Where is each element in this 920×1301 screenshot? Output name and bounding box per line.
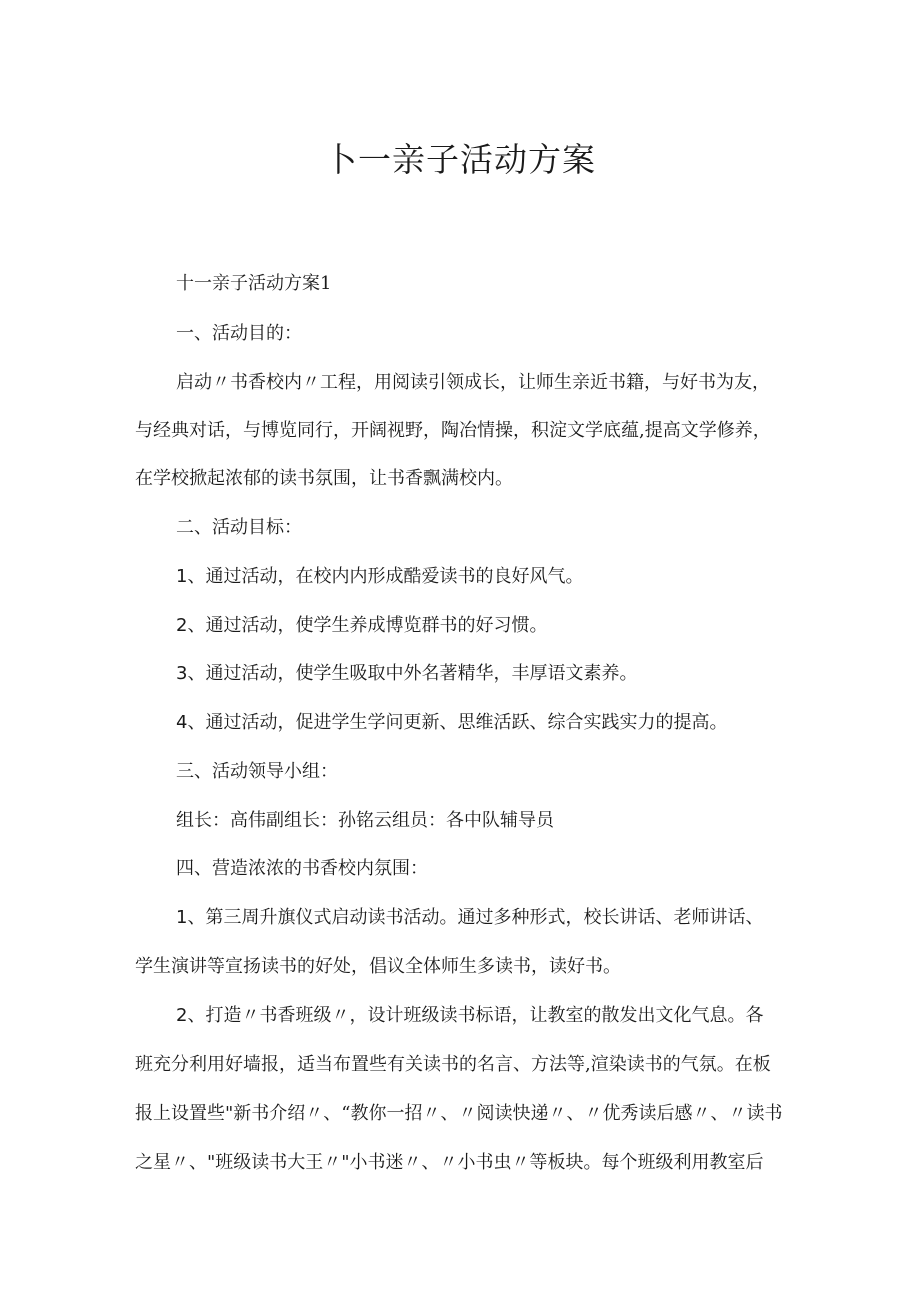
section4-heading: 四、营造浓浓的书香校内氛围： xyxy=(176,858,428,879)
goal-text: 、通过活动，促进学生学问更新、思维活跃、综合实践实力的提高。 xyxy=(187,712,728,733)
item2-line-3: 报上设置些"新书介绍〃、“教你一招〃、〃阅读快递〃、〃优秀读后感〃、〃读书 xyxy=(135,1103,783,1124)
goal-number: 1 xyxy=(176,566,188,587)
purpose-line-2: 与经典对话，与博览同行，开阔视野，陶冶情操，积淀文学底蕴,提高文学修养， xyxy=(135,420,771,441)
goal-item-4 xyxy=(176,711,727,735)
item2-line-4: 之星〃、"班级读书大王〃"小书迷〃、〃小书虫〃等板块。每个班级利用教室后 xyxy=(135,1152,764,1173)
item-number: 2 xyxy=(176,1005,188,1026)
goal-item-1 xyxy=(176,565,583,589)
purpose-line-1: 启动〃书香校内〃工程，用阅读引领成长，让师生亲近书籍，与好书为友， xyxy=(176,372,770,393)
goal-text: 、通过活动，使学生吸取中外名著精华，丰厚语文素养。 xyxy=(187,663,638,684)
section1-heading: 一、活动目的： xyxy=(176,323,302,344)
goal-item-3 xyxy=(176,662,637,686)
item-number: 1 xyxy=(176,907,188,928)
item2-line-2: 班充分利用好墙报，适当布置些有关读书的名言、方法等,渲染读书的气氛。在板 xyxy=(135,1054,771,1075)
item-text: 、打造〃书香班级〃，设计班级读书标语，让教室的散发出文化气息。各 xyxy=(187,1005,764,1026)
item1-line-1 xyxy=(176,906,763,930)
document-title: 卜一亲子活动方案 xyxy=(324,140,596,179)
item1-line-2: 学生演讲等宣扬读书的好处，倡议全体师生多读书，读好书。 xyxy=(135,956,621,977)
section3-heading: 三、活动领导小组： xyxy=(176,761,338,782)
item2-line-1 xyxy=(176,1004,763,1028)
team-line: 组长：高伟副组长：孙铭云组员：各中队辅导员 xyxy=(176,810,554,831)
item-text: 、第三周升旗仪式启动读书活动。通过多种形式，校长讲话、老师讲话、 xyxy=(187,907,764,928)
goal-number: 3 xyxy=(176,663,188,684)
subtitle: 十一亲子活动方案1 xyxy=(176,273,332,294)
goal-number: 2 xyxy=(176,615,188,636)
section2-heading: 二、活动目标： xyxy=(176,517,302,538)
goal-text: 、通过活动，使学生养成博览群书的好习惯。 xyxy=(187,615,548,636)
purpose-line-3: 在学校掀起浓郁的读书氛围，让书香飘满校内。 xyxy=(135,468,513,489)
goal-text: 、通过活动，在校内内形成酷爱读书的良好风气。 xyxy=(187,566,584,587)
goal-number: 4 xyxy=(176,712,188,733)
goal-item-2 xyxy=(176,614,547,638)
